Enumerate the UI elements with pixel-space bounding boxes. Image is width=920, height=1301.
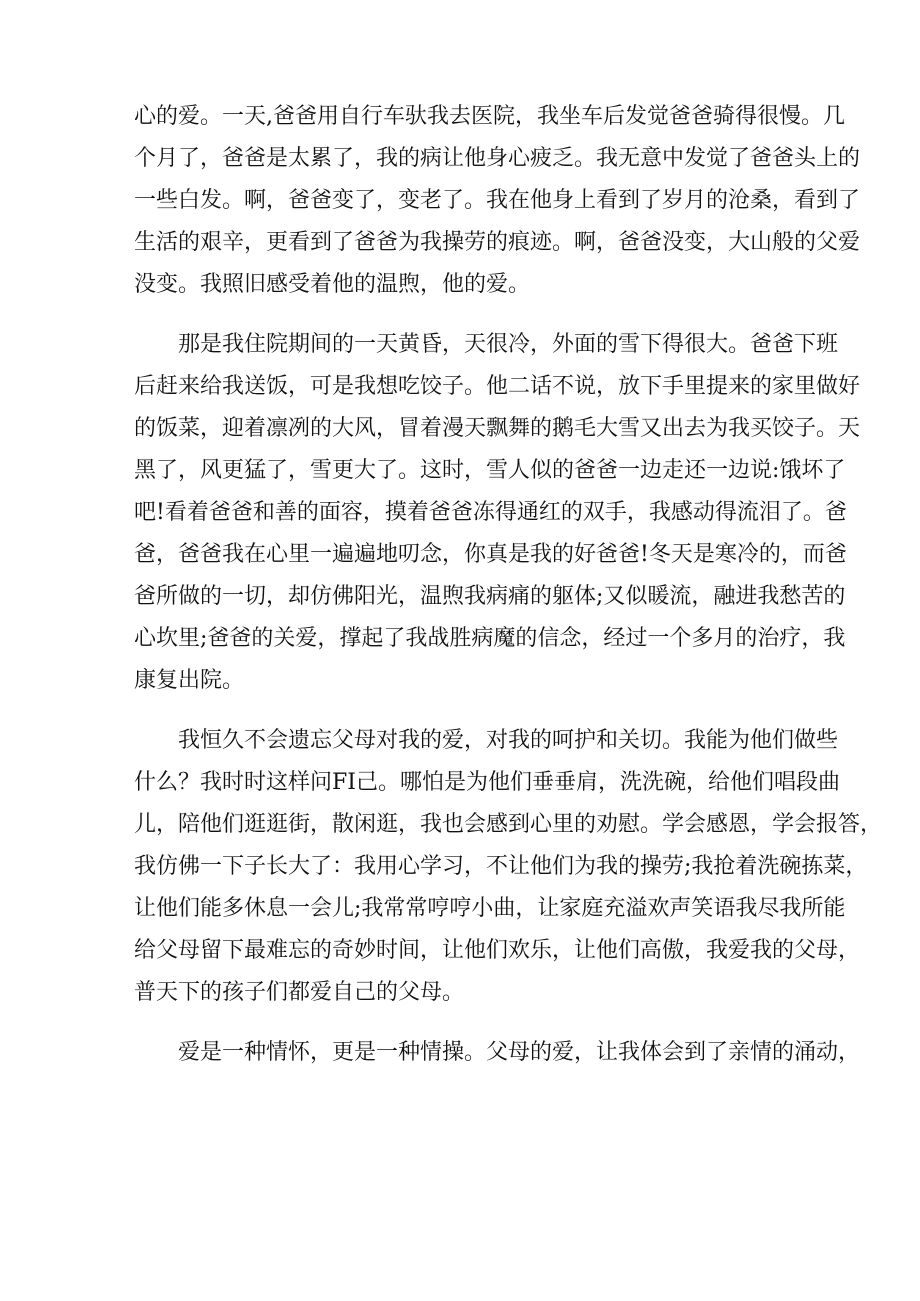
text-line: 个月了，爸爸是太累了，我的病让他身心疲乏。我无意中发觉了爸爸头上的 [134,146,861,171]
text-line: 儿，陪他们逛逛街，散闲逛，我也会感到心里的劝慰。学会感恩，学会报答， [134,812,883,837]
text-line: 爸所做的一切，却仿佛阳光，温煦我病痛的躯体;又似暖流，融进我愁苦的 [134,584,846,609]
paragraph [134,1032,861,1074]
text-line: 我仿佛一下子长大了：我用心学习，不让他们为我的操劳;我抢着洗碗拣菜， [134,854,868,879]
text-line: 康复出院。 [134,668,245,693]
text-line: 我恒久不会遗忘父母对我的爱，对我的呵护和关切。我能为他们做些 [134,728,839,753]
text-line: 爸，爸爸我在心里一遍遍地叨念，你真是我的好爸爸!冬天是寒冷的，而爸 [134,542,847,567]
text-line: 生活的艰辛，更看到了爸爸为我操劳的痕迹。啊，爸爸没变，大山般的父爱 [134,230,861,255]
text-line: 后赶来给我送饭，可是我想吃饺子。他二话不说，放下手里提来的家里做好 [134,374,861,399]
text-line: 爱是一种情怀，更是一种情操。父母的爱，让我体会到了亲情的涌动， [134,1040,861,1065]
document-body [134,96,883,1092]
text-line: 普天下的孩子们都爱自己的父母。 [134,980,465,1005]
text-line: 黑了，风更猛了，雪更大了。这时，雪人似的爸爸一边走还一边说:饿坏了 [134,458,846,483]
text-line: 一些白发。啊，爸爸变了，变老了。我在他身上看到了岁月的沧桑，看到了 [134,188,861,213]
text-line: 的饭菜，迎着凛冽的大风，冒着漫天飘舞的鹅毛大雪又出去为我买饺子。天 [134,416,861,441]
text-line: 心坎里;爸爸的关爱，撑起了我战胜病魔的信念，经过一个多月的治疗，我 [134,626,846,651]
paragraph [134,96,861,306]
text-line: 心的爱。一天,爸爸用自行车驮我去医院，我坐车后发觉爸爸骑得很慢。几 [134,104,845,129]
text-line: 给父母留下最难忘的奇妙时间，让他们欢乐，让他们高傲，我爱我的父母， [134,938,861,963]
text-line: 什么？我时时这样问FI己。哪怕是为他们垂垂肩，洗洗碗，给他们唱段曲 [134,770,840,795]
text-line: 吧!看着爸爸和善的面容，摸着爸爸冻得通红的双手，我感动得流泪了。爸 [134,500,847,525]
text-line: 没变。我照旧感受着他的温煦，他的爱。 [134,272,531,297]
text-line: 那是我住院期间的一天黄昏，天很冷，外面的雪下得很大。爸爸下班 [134,332,839,357]
paragraph [134,720,883,1014]
text-line: 让他们能多休息一会儿;我常常哼哼小曲，让家庭充溢欢声笑语我尽我所能 [134,896,846,921]
paragraph [134,324,861,702]
